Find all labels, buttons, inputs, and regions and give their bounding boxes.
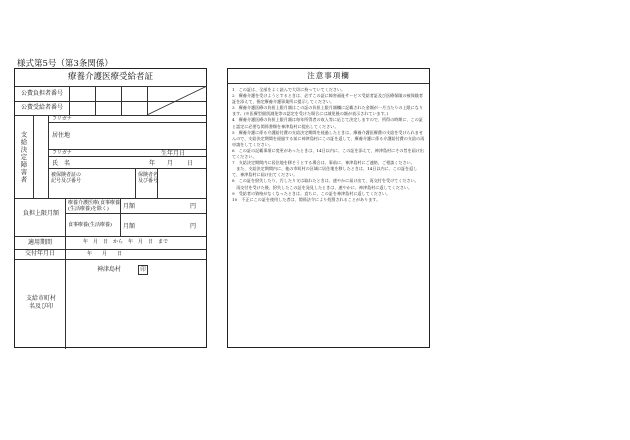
issue-date-label: 交付年月日 [24,250,55,257]
day-label: 日 [187,160,194,167]
monthly-label-1: 月額 [123,203,136,210]
municipality-name: 神津島村 [97,266,122,273]
birthdate-label: 生年月日 [161,150,186,157]
payer-number-label: 公費負担者番号 [20,89,63,97]
yen-label-2: 円 [190,223,197,230]
month-label: 月 [167,160,174,167]
recipient-certificate-card [14,68,207,348]
note-item: 再交付を受けた後、紛失したこの証を発見したときは、速やかに、神津島村に返してください。 [232,184,413,190]
card-title: 療養介護医療受給者証 [67,72,153,83]
burden-limit-label: 負担上限月額 [23,210,60,217]
disabled-person-label: 支給決定障害者 [19,131,28,184]
official-seal-icon: 印 [138,265,148,275]
note-item: 4 療養介護医療の負担上限月額は毎年所得者の収入等に応じて決定しますので、所得の時期に、この証と認定に必要な関係書類を神津島村に提出してください。 [232,117,423,129]
note-item: 1 この証は、全部をよく読んで大切に持っていてください。 [232,87,346,92]
notes-list [232,87,425,203]
note-item: 2 療養介護を受けようとするときは、必ずこの証に障害福祉サービス受給者証及び医療保険の被保険者証を添えて、指定療養介護事業所に提示してください。 [232,93,423,105]
note-item: 9 受給者の資格がなくなったときは、直ちに、この証を神津島村に返してください。 [232,190,391,196]
note-item: 10 不正にこの証を使用した者は、関係法令により処罰されることがあります。 [232,196,381,202]
furigana-label-2: フリガナ [52,150,72,156]
validity-label: 適用期間 [27,238,52,246]
burden-meal-label: 食事療養(生活療養) [68,222,112,228]
year-label: 年 [149,160,156,167]
notes-card [227,68,430,348]
note-item: 3 療養介護医療の負担上限月額はこの証の負担上限月額欄に記載された金額が一月当たりの上限になります。(※医療型個別減免等の認定を受けた場合には減免後の額が表示されています。) [232,105,423,117]
diagonal-strike [147,86,207,115]
address-label: 居住地 [52,132,71,139]
municipality-label: 支給市町村名及び印 [25,295,56,310]
note-item: 7 支給決定期間内に居住地を移そうとする場合は、事前に、神津島村にご連絡、ご相談ください。 [232,160,415,166]
name-label: 氏 名 [52,160,71,167]
monthly-label-2: 月額 [123,223,136,230]
yen-label-1: 円 [190,203,197,210]
note-item: また、支給決定期間内に、他の市町村の区域に居住地を移したときは、14日以内に、この証を返して、神津島村に届け出てください。 [232,166,418,178]
note-item: 5 療養介護に係る介護給付費の支給決定期間を経過したときは、療養介護医療費の支給を受けられませんので、支給決定期間を経過する前に神津島村にこの証を返して、療養介護に係る介護給付費の支給の再申請をしてください。 [232,129,425,147]
validity-value: 年 月 日 から 年 月 日 まで [83,239,169,245]
notes-title: 注意事項欄 [228,69,429,84]
note-item: 8 この証を紛失したり、汚したり又は取れたときは、速やかに届け出て、再交付を受けてください。 [232,178,419,184]
form-number-label: 様式第5号（第3条関係） [17,59,113,69]
insurer-name-label: 被保険者証の記号及び番号 [51,172,82,184]
furigana-label: フリガナ [52,116,72,122]
insured-person-label: 保険者名及び番号 [138,172,159,184]
recipient-number-label: 公費受給者番号 [20,104,63,111]
burden-care-label: 療養介護医療(食事療養(生活療養)を除く) [68,200,120,212]
issue-date-value: 年 月 日 [87,251,123,257]
note-item: 6 この証の記載事項に変更があったときは、14日以内に、この証を添えて、神津島村にその旨を届け出てください。 [232,147,424,160]
